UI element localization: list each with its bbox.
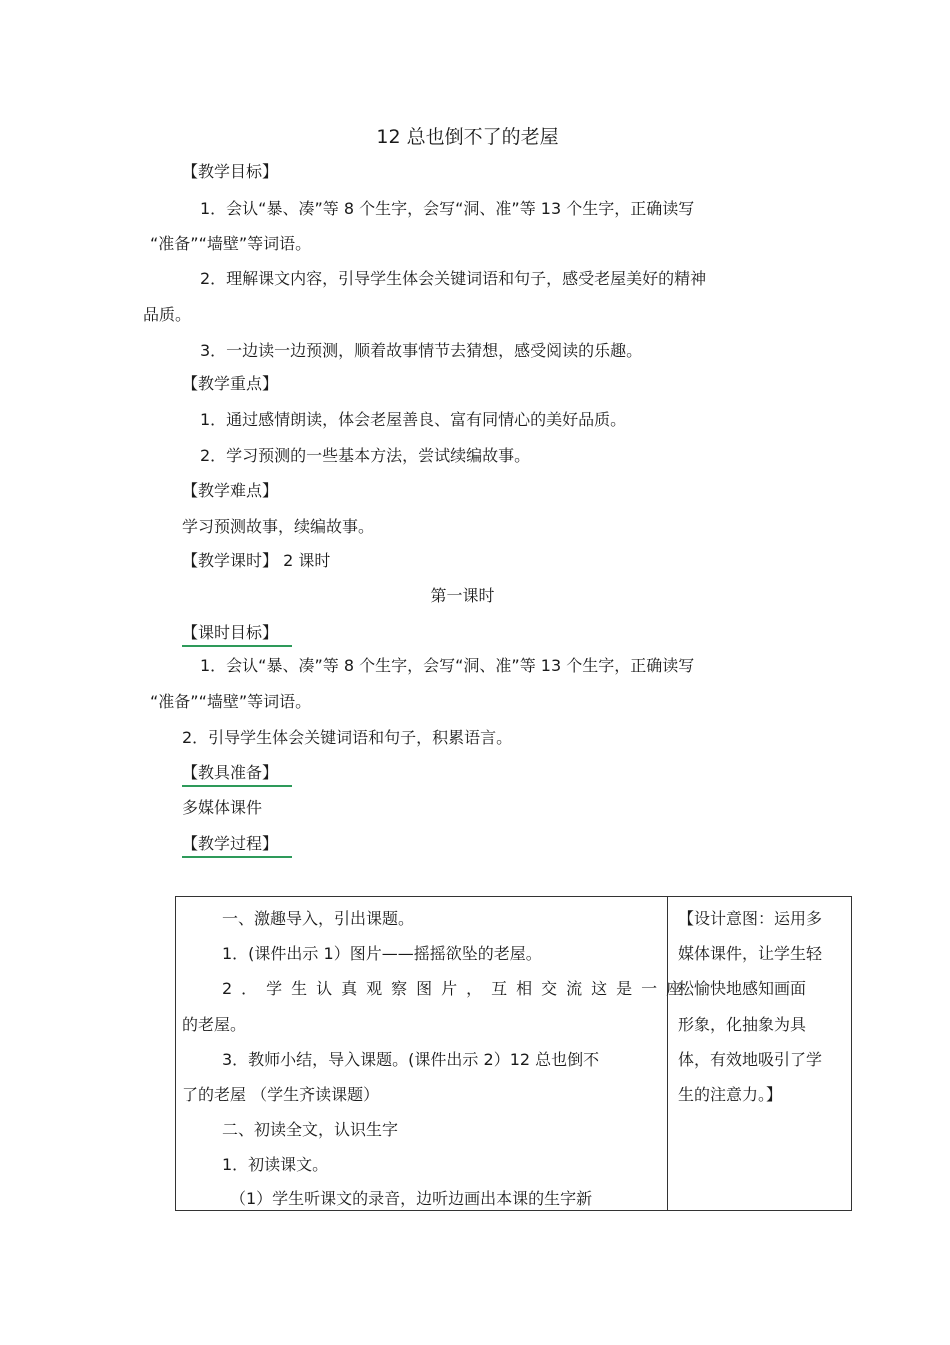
- objective-2-line-1: 2．理解课文内容，引导学生体会关键词语和句子，感受老屋美好的精神: [200, 269, 707, 288]
- process-line-9: （1）学生听课文的录音，边听边画出本课的生字新: [230, 1189, 593, 1208]
- objectives-heading: 【教学目标】: [182, 162, 279, 181]
- difficulties-text: 学习预测故事，续编故事。: [182, 517, 375, 536]
- lesson-goal-1-line-2: “准备”“墙壁”等词语。: [150, 692, 312, 711]
- process-line-2: 1．(课件出示 1）图片——摇摇欲坠的老屋。: [222, 944, 542, 963]
- objective-3: 3．一边读一边预测，顺着故事情节去猜想，感受阅读的乐趣。: [200, 341, 643, 360]
- tools-heading: [182, 762, 292, 787]
- design-note-line-3: 松愉快地感知画面: [678, 979, 807, 998]
- process-heading: [182, 833, 292, 858]
- difficulties-heading: 【教学难点】: [182, 481, 279, 500]
- design-note-line-2: 媒体课件，让学生轻: [678, 944, 823, 963]
- objective-1-line-1: 1．会认“暴、凑”等 8 个生字，会写“洞、准”等 13 个生字，正确读写: [200, 199, 695, 218]
- design-note-line-4: 形象，化抽象为具: [678, 1015, 807, 1034]
- lesson-goal-2: 2．引导学生体会关键词语和句子，积累语言。: [182, 728, 513, 747]
- tools-heading-text: 【教具准备】: [182, 762, 292, 787]
- key-points-heading: 【教学重点】: [182, 374, 279, 393]
- process-line-6: 了的老屋 （学生齐读课题）: [182, 1085, 380, 1104]
- key-point-1: 1．通过感情朗读，体会老屋善良、富有同情心的美好品质。: [200, 410, 627, 429]
- process-line-7: 二、初读全文，认识生字: [222, 1120, 399, 1139]
- process-line-5: 3．教师小结，导入课题。(课件出示 2）12 总也倒不: [222, 1050, 600, 1069]
- hours-line: 【教学课时】 2 课时: [182, 551, 331, 570]
- design-note-line-5: 体，有效地吸引了学: [678, 1050, 823, 1069]
- design-note-line-1: 【设计意图：运用多: [678, 909, 823, 928]
- objective-2-line-2: 品质。: [143, 305, 192, 324]
- process-line-4: 的老屋。: [182, 1015, 247, 1034]
- key-point-2: 2．学习预测的一些基本方法，尝试续编故事。: [200, 446, 531, 465]
- lesson-goal-1-line-1: 1．会认“暴、凑”等 8 个生字，会写“洞、准”等 13 个生字，正确读写: [200, 656, 695, 675]
- lesson-goal-heading: [182, 622, 292, 647]
- tools-text: 多媒体课件: [182, 798, 263, 817]
- process-line-3: 2．学生认真观察图片，互相交流这是一座: [222, 979, 692, 998]
- process-table: [175, 896, 852, 1211]
- first-lesson-title: 第一课时: [430, 586, 495, 605]
- lesson-goal-heading-text: 【课时目标】: [182, 622, 292, 647]
- process-heading-text: 【教学过程】: [182, 833, 292, 858]
- process-line-8: 1．初读课文。: [222, 1155, 329, 1174]
- design-note-line-6: 生的注意力。】: [678, 1085, 783, 1104]
- page-title: 12 总也倒不了的老屋: [376, 126, 559, 148]
- table-divider: [667, 897, 668, 1210]
- process-line-1: 一、激趣导入，引出课题。: [222, 909, 415, 928]
- objective-1-line-2: “准备”“墙壁”等词语。: [150, 234, 312, 253]
